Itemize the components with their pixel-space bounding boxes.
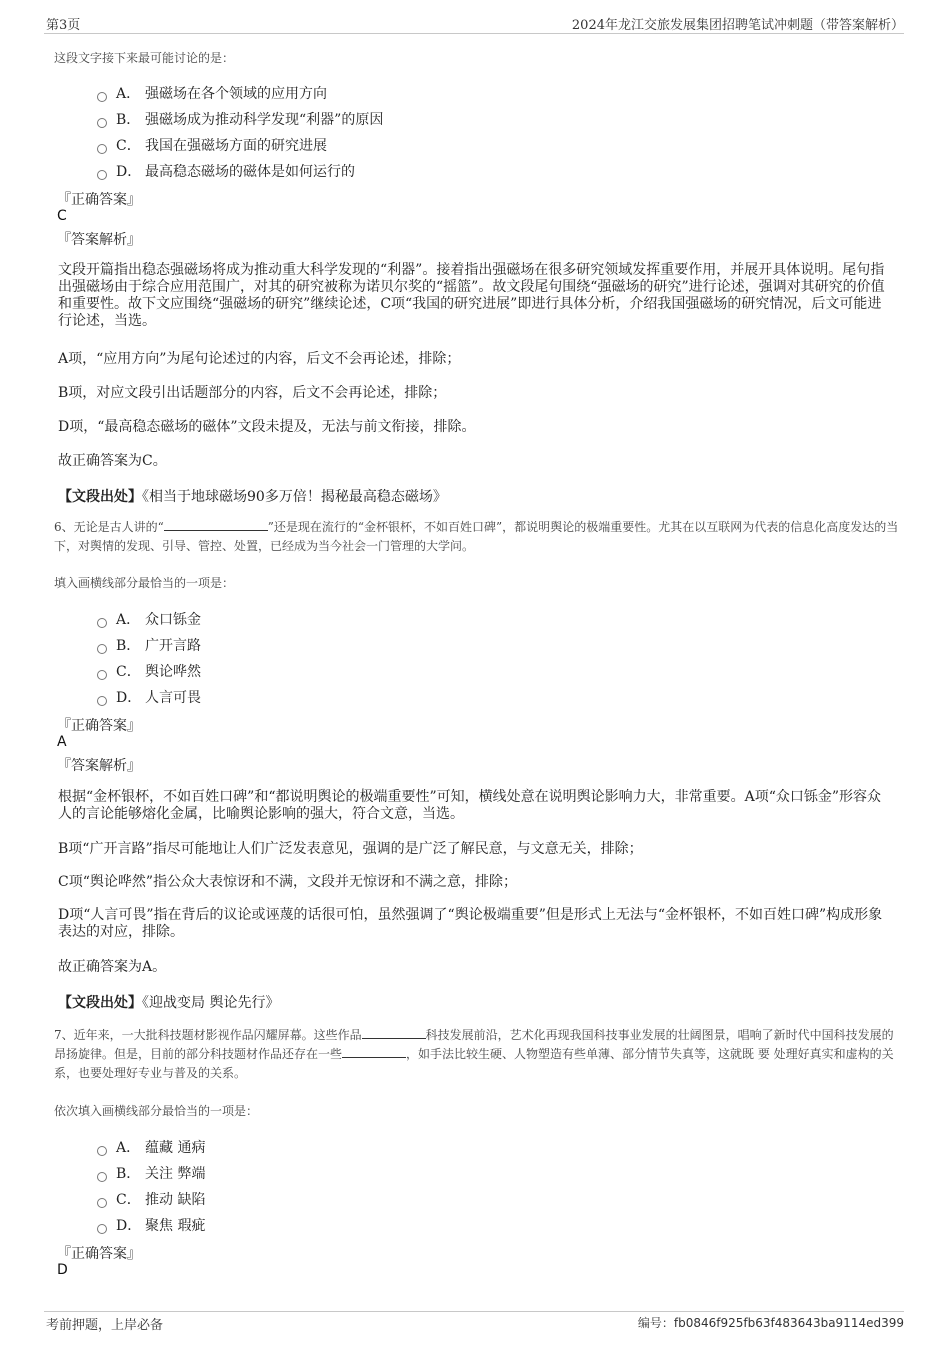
option-text: 人言可畏	[145, 690, 201, 706]
answer-label: 『正确答案』	[57, 718, 141, 734]
radio-icon[interactable]	[97, 670, 107, 680]
option-text: 众口铄金	[145, 612, 201, 628]
analysis-paragraph: B项“广开言路”指尽可能地让人们广泛发表意见，强调的是广泛了解民意，与文意无关，排除；	[58, 841, 643, 857]
analysis-paragraph: 故正确答案为A。	[58, 959, 167, 975]
analysis-paragraph: D项“人言可畏”指在背后的议论或诬蔑的话很可怕，虽然强调了“舆论极端重要”但是形式上无法与“金杯银杯，不如百姓口碑”构成形象表达的对应，排除。	[58, 907, 883, 940]
radio-icon[interactable]	[97, 644, 107, 654]
option-text: 推动 缺陷	[145, 1192, 206, 1208]
option-letter: D．	[116, 1218, 142, 1234]
analysis-paragraph: 故正确答案为C。	[58, 453, 167, 469]
analysis-paragraph: 根据“金杯银杯，不如百姓口碑”和“都说明舆论的极端重要性”可知，横线处意在说明舆论影响力大，非常重要。A项“众口铄金”形容众人的言论能够熔化金属，比喻舆论影响的强大，符合文意，当选。	[58, 789, 882, 822]
stem-text: 6、无论是古人讲的“	[54, 520, 164, 534]
option-text: 我国在强磁场方面的研究进展	[145, 138, 327, 154]
option-text: 聚焦 瑕疵	[145, 1218, 206, 1234]
option-letter: C．	[116, 664, 141, 680]
footer-divider	[44, 1311, 904, 1312]
q7-prompt: 依次填入画横线部分最恰当的一项是：	[54, 1104, 259, 1118]
radio-icon[interactable]	[97, 1198, 107, 1208]
option-text: 最高稳态磁场的磁体是如何运行的	[145, 164, 355, 180]
analysis-paragraph: 文段开篇指出稳态强磁场将成为推动重大科学发现的“利器”。接着指出强磁场在很多研究领域发挥重要作用，并展开具体说明。尾句指出强磁场由于综合应用范围广，对其的研究被称为诺贝尔奖的“摇篮”。故文段尾句围绕“强磁场的研究”进行论述，强调对其研究的价值和重要性。故下文应围绕“强磁场的研究”继续论述，C项“我国的研究进展”即进行具体分析，介绍我国强磁场的研究情况，后文可能进行论述，当选。	[58, 262, 885, 329]
radio-icon[interactable]	[97, 118, 107, 128]
option-letter: B．	[116, 638, 141, 654]
answer-value: D	[57, 1262, 68, 1278]
option-text: 关注 弊端	[145, 1166, 206, 1182]
source-citation	[58, 992, 279, 1012]
stem-text: 科技发展前沿，艺术化再现我国科技事业发展的壮阔图景，唱响了新时代中国科技发展的昂扬旋律。但是，目前的部分科技题材作品还存在一些	[54, 1028, 894, 1061]
analysis-label: 『答案解析』	[57, 758, 141, 774]
stem-text: ，如手法比较生硬、人物塑造有些单薄、部分情节失真等，这就既 要 处理好真实和虚构的关系，也要处理好专业与普及的关系。	[54, 1047, 894, 1080]
source-title: 《相当于地球磁场90多万倍！揭秘最高稳态磁场》	[142, 489, 447, 505]
analysis-paragraph: B项，对应文段引出话题部分的内容，后文不会再论述，排除；	[58, 385, 447, 401]
option-letter: C．	[116, 138, 141, 154]
page-number: 第3页	[46, 18, 81, 33]
radio-icon[interactable]	[97, 1146, 107, 1156]
option-text: 强磁场成为推动科学发现“利器”的原因	[145, 112, 384, 128]
option-letter: D．	[116, 164, 142, 180]
source-title: 《迎战变局 舆论先行》	[142, 995, 280, 1011]
option-text: 舆论哗然	[145, 664, 201, 680]
radio-icon[interactable]	[97, 618, 107, 628]
radio-icon[interactable]	[97, 144, 107, 154]
answer-label: 『正确答案』	[57, 192, 141, 208]
option-letter: C．	[116, 1192, 141, 1208]
analysis-label: 『答案解析』	[57, 232, 141, 248]
q5-prompt: 这段文字接下来最可能讨论的是：	[54, 51, 235, 65]
answer-label: 『正确答案』	[57, 1246, 141, 1262]
option-letter: D．	[116, 690, 142, 706]
option-letter: A．	[116, 612, 141, 628]
radio-icon[interactable]	[97, 1172, 107, 1182]
option-text: 广开言路	[145, 638, 201, 654]
radio-icon[interactable]	[97, 170, 107, 180]
fill-blank	[164, 518, 268, 531]
analysis-paragraph: D项，“最高稳态磁场的磁体”文段未提及，无法与前文衔接，排除。	[58, 419, 476, 435]
answer-value: C	[57, 208, 67, 224]
option-letter: A．	[116, 1140, 141, 1156]
source-label: 【文段出处】	[58, 489, 142, 505]
q7-stem	[54, 1026, 904, 1083]
analysis-paragraph: C项“舆论哗然”指公众大表惊讶和不满，文段并无惊讶和不满之意，排除；	[58, 874, 518, 890]
option-letter: A．	[116, 86, 141, 102]
source-citation	[58, 486, 447, 506]
fill-blank	[362, 1026, 426, 1039]
option-letter: B．	[116, 1166, 141, 1182]
q6-stem	[54, 518, 904, 556]
document-title: 2024年龙江交旅发展集团招聘笔试冲刺题（带答案解析）	[571, 18, 904, 33]
stem-text: 7、近年来，一大批科技题材影视作品闪耀屏幕。这些作品	[54, 1028, 362, 1042]
fill-blank	[342, 1045, 406, 1058]
radio-icon[interactable]	[97, 1224, 107, 1234]
document-id: 编号：fb0846f925fb63f483643ba9114ed399	[637, 1316, 904, 1330]
answer-value: A	[57, 734, 67, 750]
radio-icon[interactable]	[97, 92, 107, 102]
option-letter: B．	[116, 112, 141, 128]
option-text: 强磁场在各个领域的应用方向	[145, 86, 327, 102]
source-label: 【文段出处】	[58, 995, 142, 1011]
footer-slogan: 考前押题，上岸必备	[46, 1318, 164, 1333]
option-text: 蕴藏 通病	[145, 1140, 206, 1156]
header-divider	[44, 33, 904, 34]
radio-icon[interactable]	[97, 696, 107, 706]
stem-text: ”还是现在流行的“金杯银杯，不如百姓口碑”，都说明舆论的极端重要性。尤其在以互联网为代表的信息化高度发达的当下，对舆情的发现、引导、管控、处置，已经成为当今社会一门管理的大学问。	[54, 520, 899, 553]
q6-prompt: 填入画横线部分最恰当的一项是：	[54, 576, 235, 590]
analysis-paragraph: A项，“应用方向”为尾句论述过的内容，后文不会再论述，排除；	[58, 351, 461, 367]
